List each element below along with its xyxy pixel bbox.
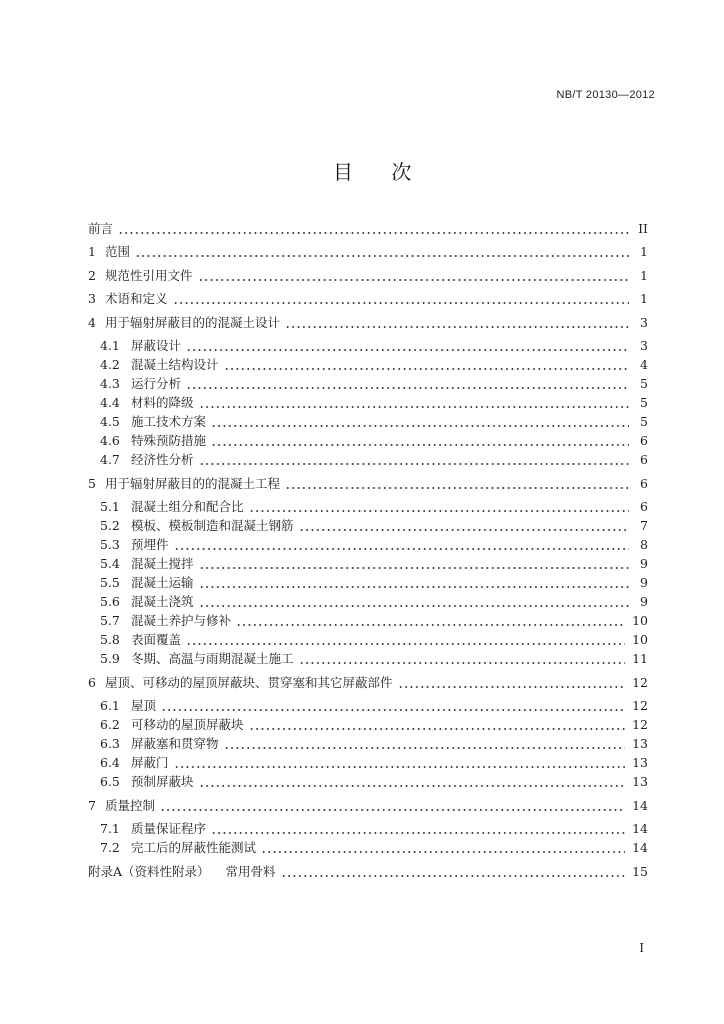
toc-entry xyxy=(88,753,648,772)
toc-entry xyxy=(88,611,648,630)
dot-leader xyxy=(186,336,629,355)
toc-entry-title: 运行分析 xyxy=(131,376,182,391)
toc-entry-number: 4 xyxy=(88,314,96,330)
toc-entry-number: 5.9 xyxy=(100,651,120,666)
toc-entry xyxy=(88,497,648,516)
toc-entry-page: 12 xyxy=(632,717,648,732)
dot-leader xyxy=(211,431,629,450)
toc-entry-title: 经济性分析 xyxy=(131,452,194,467)
page-title: 目 次 xyxy=(333,160,412,184)
toc-entry-page: 6 xyxy=(640,433,648,448)
document-number-header: NB/T 20130—2012 xyxy=(556,89,655,101)
toc-entry-title: 混凝土结构设计 xyxy=(131,357,219,372)
dot-leader xyxy=(211,412,629,431)
toc-entry-title: 范围 xyxy=(105,244,131,259)
toc-entry-page: 13 xyxy=(632,774,648,789)
toc-entry-page: 14 xyxy=(632,821,648,836)
dot-leader xyxy=(299,516,629,535)
toc-entry-title: 规范性引用文件 xyxy=(105,267,193,283)
toc-entry-number: 6 xyxy=(88,674,96,690)
footer-page-number: I xyxy=(639,941,644,955)
toc-entry-title: 屏蔽设计 xyxy=(131,338,182,353)
toc-entry-title: 特殊预防措施 xyxy=(131,433,207,448)
toc-entry-title: 混凝土组分和配合比 xyxy=(131,499,244,514)
toc-entry-title: 预埋件 xyxy=(131,537,169,552)
toc-entry-page: 9 xyxy=(640,594,648,609)
toc-entry xyxy=(88,772,648,791)
toc-entry-number: 1 xyxy=(88,244,96,259)
toc-entry-number: 2 xyxy=(88,267,96,283)
dot-leader xyxy=(186,374,629,393)
toc-entry-title: 前言 xyxy=(88,220,114,236)
dot-leader xyxy=(135,242,629,261)
toc-entry-page: 12 xyxy=(632,698,648,713)
dot-leader xyxy=(174,535,629,554)
dot-leader xyxy=(186,630,625,649)
dot-leader xyxy=(160,796,625,815)
toc-entry-title: 屏蔽塞和贯穿物 xyxy=(131,736,219,751)
toc-entry xyxy=(88,838,648,857)
toc-entry xyxy=(88,554,648,573)
dot-leader xyxy=(261,838,625,857)
toc-entry-page: 15 xyxy=(632,863,648,879)
dot-leader xyxy=(249,497,629,516)
toc-entry-page: 1 xyxy=(640,291,648,306)
dot-leader xyxy=(211,819,625,838)
toc-entry-number: 5.3 xyxy=(100,537,120,552)
toc-entry-title: 屋顶、可移动的屋顶屏蔽块、贯穿塞和其它屏蔽部件 xyxy=(105,674,393,690)
toc-entry-page: 5 xyxy=(640,395,648,410)
toc-entry xyxy=(88,336,648,355)
dot-leader xyxy=(299,649,626,668)
toc-entry xyxy=(88,242,648,261)
dot-leader xyxy=(161,696,625,715)
toc-entry-number: 5.5 xyxy=(100,575,120,590)
toc-entry-number: 4.1 xyxy=(100,338,120,353)
toc-entry-number: 7 xyxy=(88,797,96,813)
toc-entry-number: 4.7 xyxy=(100,452,120,467)
dot-leader xyxy=(199,772,626,791)
toc-entry-page: 1 xyxy=(640,267,648,283)
dot-leader xyxy=(199,573,629,592)
toc-entry xyxy=(88,592,648,611)
toc-entry-page: 8 xyxy=(640,537,648,552)
dot-leader xyxy=(199,554,629,573)
toc-entry-title: 质量控制 xyxy=(105,797,156,813)
toc-entry-title: 质量保证程序 xyxy=(131,821,207,836)
toc-entry-number: 5.1 xyxy=(100,499,120,514)
dot-leader xyxy=(285,313,629,332)
toc-entry-page: 3 xyxy=(640,314,648,330)
toc-entry-title: 材料的降级 xyxy=(131,395,194,410)
toc-entry-number: 5 xyxy=(88,475,96,491)
toc-entry-title: 表面覆盖 xyxy=(131,632,182,647)
toc-entry-page: 6 xyxy=(640,475,648,491)
dot-leader xyxy=(174,753,626,772)
toc-entry xyxy=(88,355,648,374)
toc-entry-page: II xyxy=(638,220,648,236)
toc-entry xyxy=(88,573,648,592)
toc-entry-title: 屏蔽门 xyxy=(131,755,169,770)
toc-entry xyxy=(88,862,648,881)
toc-entry-page: 13 xyxy=(632,736,648,751)
toc-entry-page: 4 xyxy=(640,357,648,372)
toc-entry-title: 混凝土运输 xyxy=(131,575,194,590)
toc-entry xyxy=(88,289,648,308)
toc-entry-page: 1 xyxy=(640,244,648,259)
toc-entry-number: 6.5 xyxy=(100,774,120,789)
toc-entry-number: 附录A（资料性附录） xyxy=(88,863,210,879)
dot-leader xyxy=(199,592,629,611)
dot-leader xyxy=(236,611,625,630)
toc-entry-number: 5.8 xyxy=(100,632,120,647)
toc-entry-number: 7.2 xyxy=(100,840,120,855)
toc-entry-number: 4.4 xyxy=(100,395,120,410)
toc-entry-title: 预制屏蔽块 xyxy=(131,774,194,789)
toc-entry-number: 7.1 xyxy=(100,821,120,836)
toc-entry xyxy=(88,313,648,332)
dot-leader xyxy=(118,219,629,238)
toc-entry-number: 6.2 xyxy=(100,717,120,732)
toc-entry-title: 模板、模板制造和混凝土钢筋 xyxy=(131,518,294,533)
toc-entry-title: 用于辐射屏蔽目的的混凝土工程 xyxy=(105,475,281,491)
toc-entry xyxy=(88,474,648,493)
toc-entry xyxy=(88,734,648,753)
toc-entry xyxy=(88,516,648,535)
toc-entry-number: 3 xyxy=(88,291,96,306)
toc-entry-number: 4.3 xyxy=(100,376,120,391)
toc-entry xyxy=(88,696,648,715)
toc-entry-page: 3 xyxy=(640,338,648,353)
dot-leader xyxy=(224,734,626,753)
dot-leader xyxy=(281,862,626,881)
dot-leader xyxy=(285,474,629,493)
dot-leader xyxy=(199,450,629,469)
toc-entry-page: 9 xyxy=(640,556,648,571)
dot-leader xyxy=(224,355,629,374)
toc-entry-number: 6.4 xyxy=(100,755,120,770)
dot-leader xyxy=(398,673,626,692)
dot-leader xyxy=(173,289,629,308)
toc-entry xyxy=(88,450,648,469)
toc-entry-number: 5.4 xyxy=(100,556,120,571)
toc-entry xyxy=(88,673,648,692)
toc-entry-number: 4.6 xyxy=(100,433,120,448)
toc-entry-number: 5.6 xyxy=(100,594,120,609)
dot-leader xyxy=(199,393,629,412)
toc-entry-title: 冬期、高温与雨期混凝土施工 xyxy=(131,651,294,666)
toc-entry xyxy=(88,431,648,450)
toc-entry xyxy=(88,649,648,668)
toc-entry-page: 7 xyxy=(640,518,648,533)
toc-entry xyxy=(88,374,648,393)
toc-entry-title: 完工后的屏蔽性能测试 xyxy=(131,840,257,855)
toc-entry-page: 5 xyxy=(640,414,648,429)
toc-entry-page: 10 xyxy=(632,632,648,647)
toc-entry-number: 6.3 xyxy=(100,736,120,751)
toc-entry xyxy=(88,630,648,649)
toc-entry-number: 5.7 xyxy=(100,613,120,628)
toc-entry-title: 混凝土浇筑 xyxy=(131,594,194,609)
toc-entry-page: 6 xyxy=(640,499,648,514)
dot-leader xyxy=(249,715,626,734)
toc-entry-page: 10 xyxy=(632,613,648,628)
toc-entry-page: 12 xyxy=(632,674,648,690)
toc-entry-number: 4.2 xyxy=(100,357,120,372)
toc-entry-title: 屋顶 xyxy=(131,698,157,713)
dot-leader xyxy=(198,266,629,285)
toc-entry-number: 6.1 xyxy=(100,698,120,713)
toc-entry xyxy=(88,219,648,238)
toc-entry-title: 常用骨料 xyxy=(225,863,276,879)
toc-entry xyxy=(88,412,648,431)
toc-entry-page: 13 xyxy=(632,755,648,770)
toc-entry-number: 5.2 xyxy=(100,518,120,533)
toc-entry-title: 术语和定义 xyxy=(105,291,168,306)
toc-entry xyxy=(88,819,648,838)
toc-entry xyxy=(88,715,648,734)
toc-entry-page: 14 xyxy=(632,797,648,813)
toc-entry xyxy=(88,393,648,412)
toc-entry-title: 可移动的屋顶屏蔽块 xyxy=(131,717,244,732)
toc-entry-page: 5 xyxy=(640,376,648,391)
toc-entry-title: 施工技术方案 xyxy=(131,414,207,429)
toc-entry-title: 混凝土搅拌 xyxy=(131,556,194,571)
table-of-contents xyxy=(88,214,648,885)
toc-entry-number: 4.5 xyxy=(100,414,120,429)
toc-entry xyxy=(88,535,648,554)
toc-entry-page: 9 xyxy=(640,575,648,590)
toc-entry-title: 混凝土养护与修补 xyxy=(131,613,232,628)
toc-entry xyxy=(88,796,648,815)
toc-entry-page: 6 xyxy=(640,452,648,467)
toc-entry xyxy=(88,266,648,285)
toc-entry-page: 14 xyxy=(632,840,648,855)
toc-entry-title: 用于辐射屏蔽目的的混凝土设计 xyxy=(105,314,281,330)
toc-entry-page: 11 xyxy=(632,651,648,666)
